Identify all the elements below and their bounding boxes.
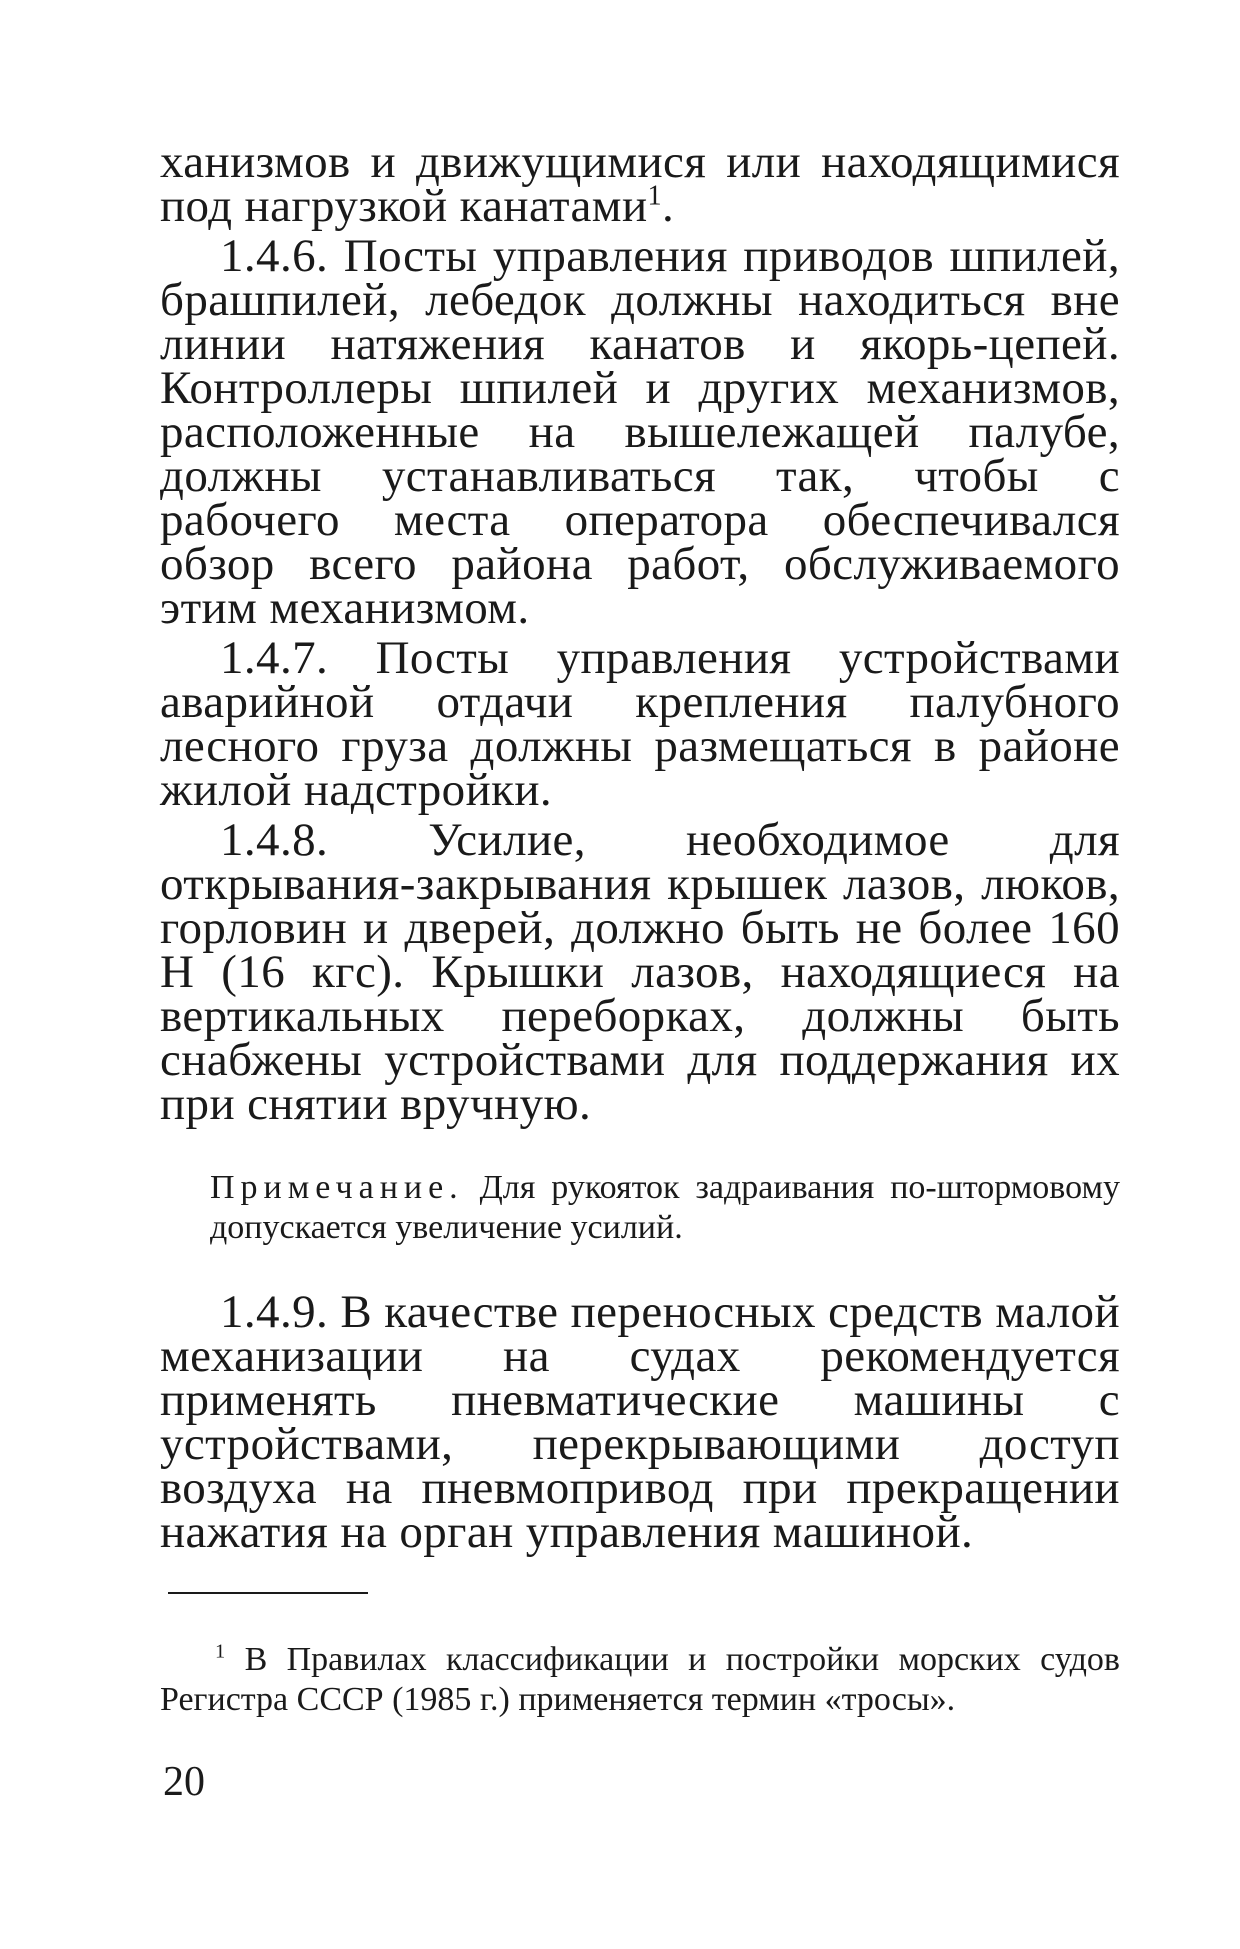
page-number: 20	[163, 1759, 205, 1805]
note	[210, 1168, 1120, 1248]
paragraph-1-4-9: 1.4.9. В качестве переносных средств малой механизации на судах рекомендуется применять пневматические машины с устройствами, перекрывающими доступ воздуха на пневмопривод при прекращении нажатия на орган управления машиной.	[160, 1286, 1120, 1558]
paragraph-1-4-6: 1.4.6. Посты управления приводов шпилей, брашпилей, лебедок должны находиться вне линии натяжения канатов и якорь-цепей. Контроллеры шпилей и других механизмов, расположенные на вышележащей палубе, должны устанавливаться так, чтобы с рабочего места оператора обеспечивался обзор всего района работ, обслуживаемого этим механизмом.	[160, 230, 1120, 634]
footnote-marker: 1	[215, 1640, 226, 1663]
note-text: Для рукояток задраивания по-штормовому допускается увеличение усилий.	[210, 1169, 1120, 1246]
paragraph-1-4-7: 1.4.7. Посты управления устройствами аварийной отдачи крепления палубного лесного груза должны размещаться в районе жилой надстройки.	[160, 632, 1120, 816]
note-label: Примечание.	[210, 1169, 464, 1206]
body-text-top	[160, 136, 1120, 1130]
footnote-body	[160, 1640, 1120, 1720]
footnote-text: В Правилах классификации и постройки морских судов Регистра СССР (1985 г.) применяется термин «тросы».	[160, 1641, 1120, 1718]
body-text-bottom	[160, 1286, 1120, 1558]
paragraph-continuation-text: ханизмов и движущимися или находящимися под нагрузкой канатами	[160, 136, 1120, 232]
paragraph-1-4-8: 1.4.8. Усилие, необходимое для открывания-закрывания крышек лазов, люков, горловин и дверей, должно быть не более 160 Н (16 кгс). Крышки лазов, находящиеся на вертикальных переборках, должны быть снабжены устройствами для поддержания их при снятии вручную.	[160, 814, 1120, 1130]
paragraph-continuation	[160, 136, 1120, 232]
footnote	[160, 1640, 1120, 1720]
paragraph-continuation-tail: .	[662, 180, 675, 232]
footnote-separator	[168, 1592, 368, 1594]
footnote-reference: 1	[647, 180, 662, 212]
